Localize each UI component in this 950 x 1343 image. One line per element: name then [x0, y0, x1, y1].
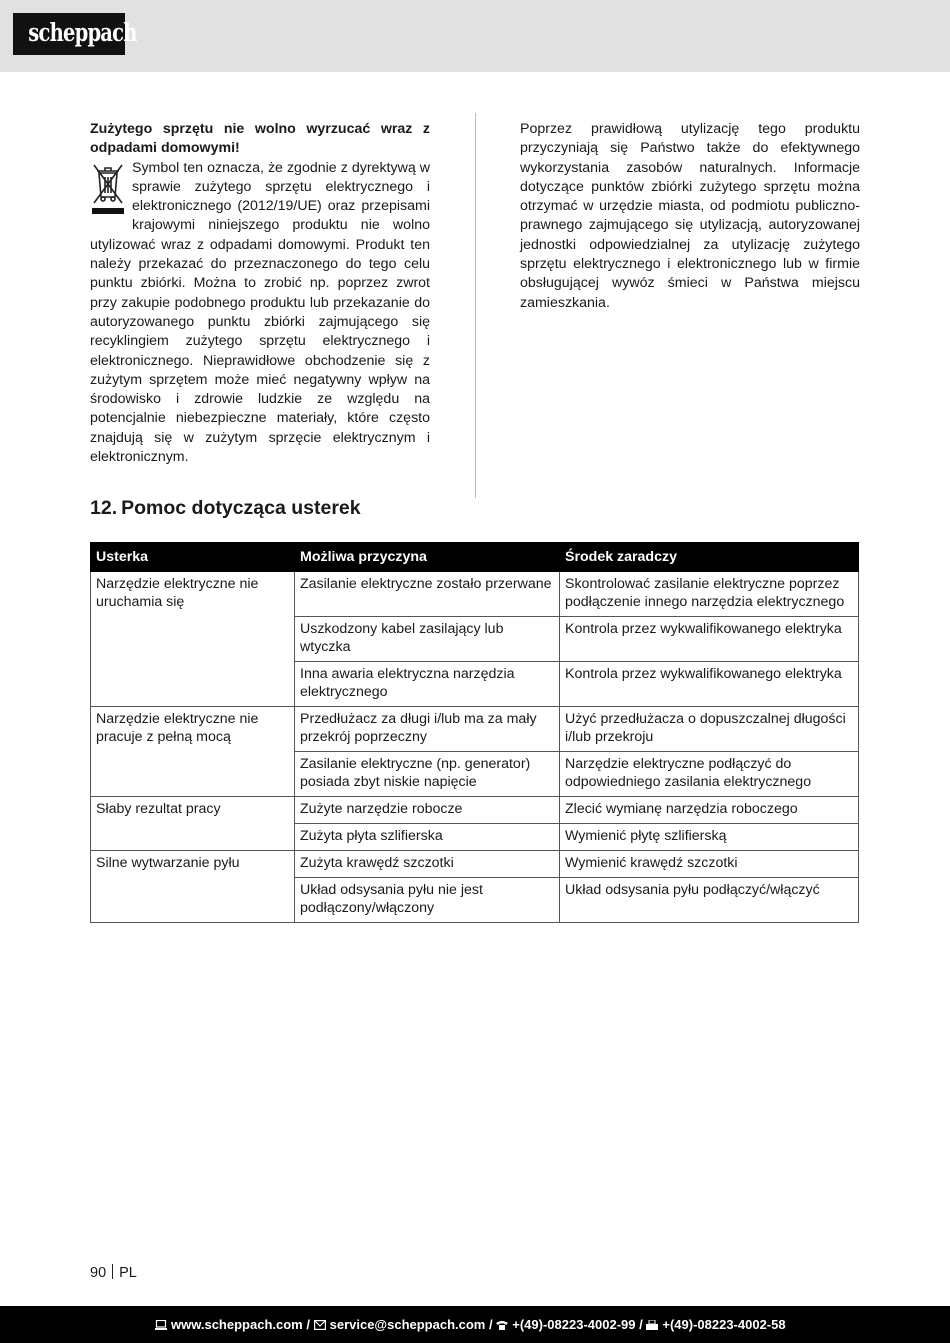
- brand-logo: scheppach: [13, 13, 125, 55]
- fault-cell: Słaby rezultat pracy: [91, 797, 295, 851]
- recycling-info: [520, 120, 860, 313]
- header-bar: [0, 0, 950, 72]
- computer-icon: [155, 1320, 167, 1330]
- remedy-cell: Użyć przedłużacza o dopuszczalnej długości i/lub przekroju: [560, 707, 859, 752]
- remedy-cell: Wymienić krawędź szczotki: [560, 851, 859, 878]
- remedy-cell: Układ odsysania pyłu podłączyć/włączyć: [560, 878, 859, 923]
- page-number: 90 PL: [90, 1265, 137, 1281]
- mail-icon: [314, 1320, 326, 1330]
- table-row: [91, 851, 859, 878]
- disposal-body: Symbol ten oznacza, że zgodnie z dyrektywą w sprawie zużytego sprzętu elektrycznego i elektronicznego (2012/19/UE) oraz przepisami krajowymi niniejszego produktu nie wolno utylizować wraz z odpadami domowymi. Produkt ten należy przekazać do przeznaczonego do tego celu punktu zbiórki. Można to zrobić np. poprzez zwrot przy zakupie podobnego produktu lub przekazanie do autoryzowanego punktu zbiórki zajmującego się recyklingiem zużytego sprzętu elektrycznego i elektronicznego. Nieprawidłowe obchodzenie się z zużytym sprzętem może mieć negatywny wpływ na środowisko i zdrowie ludzkie ze względu na potencjalnie niebezpieczne materiały, które często znajdują się w zużytym sprzęcie elektrycznym i elektronicznym.: [90, 159, 430, 466]
- troubleshooting-table: [90, 542, 859, 923]
- page-language: PL: [119, 1265, 137, 1281]
- fault-cell: Silne wytwarzanie pyłu: [91, 851, 295, 923]
- website-link[interactable]: www.scheppach.com: [171, 1317, 303, 1332]
- cause-cell: Inna awaria elektryczna narzędzia elektrycznego: [295, 662, 560, 707]
- fax-icon: [646, 1320, 658, 1330]
- section-heading: Pomoc dotycząca usterek: [121, 497, 361, 519]
- cause-cell: Przedłużacz za długi i/lub ma za mały przekrój poprzeczny: [295, 707, 560, 752]
- cause-cell: Zużyte narzędzie robocze: [295, 797, 560, 824]
- remedy-cell: Wymienić płytę szlifierską: [560, 824, 859, 851]
- cause-cell: Uszkodzony kabel zasilający lub wtyczka: [295, 617, 560, 662]
- phone-icon: [496, 1320, 508, 1330]
- table-header-row: [91, 543, 859, 572]
- table-row: [91, 707, 859, 752]
- fax-number[interactable]: +(49)-08223-4002-58: [662, 1317, 786, 1332]
- fault-cell: Narzędzie elektryczne nie uruchamia się: [91, 572, 295, 707]
- header-fault: Usterka: [91, 543, 295, 572]
- phone-link[interactable]: +(49)-08223-4002-99: [512, 1317, 636, 1332]
- cause-cell: Układ odsysania pyłu nie jest podłączony/włączony: [295, 878, 560, 923]
- cause-cell: Zużyta płyta szlifierska: [295, 824, 560, 851]
- cause-cell: Zasilanie elektryczne zostało przerwane: [295, 572, 560, 617]
- remedy-cell: Narzędzie elektryczne podłączyć do odpowiedniego zasilania elektrycznego: [560, 752, 859, 797]
- section-number: 12.: [90, 497, 118, 519]
- remedy-cell: Zlecić wymianę narzędzia roboczego: [560, 797, 859, 824]
- cause-cell: Zużyta krawędź szczotki: [295, 851, 560, 878]
- remedy-cell: Kontrola przez wykwalifikowanego elektryka: [560, 662, 859, 707]
- table-row: [91, 797, 859, 824]
- section-title: [90, 497, 361, 520]
- cause-cell: Zasilanie elektryczne (np. generator) posiada zbyt niskie napięcie: [295, 752, 560, 797]
- recycling-body: Poprzez prawidłową utylizację tego produktu przyczyniają się Państwo także do efektywnego wykorzystania zasobów naturalnych. Informacje dotyczące punktów zbiórki zużytego sprzętu można otrzymać w urzędzie miasta, od podmiotu publiczno-prawnego zajmującego się utylizacją, autoryzowanej jednostki odpowiedzialnej za utylizację zużytego sprzętu elektrycznego i elektronicznego lub w firmie obsługującej wywóz śmieci w Państwa miejscu zamieszkania.: [520, 121, 860, 311]
- column-divider: [475, 113, 476, 498]
- disposal-notice: [90, 120, 430, 467]
- header-cause: Możliwa przyczyna: [295, 543, 560, 572]
- email-link[interactable]: service@scheppach.com: [329, 1317, 486, 1332]
- crossed-bin-icon: [90, 161, 126, 217]
- disposal-warning: Zużytego sprzętu nie wolno wyrzucać wraz z odpadami domowymi!: [90, 121, 430, 157]
- remedy-cell: Skontrolować zasilanie elektryczne poprzez podłączenie innego narzędzia elektrycznego: [560, 572, 859, 617]
- page-separator: [112, 1264, 113, 1279]
- table-row: [91, 572, 859, 617]
- remedy-cell: Kontrola przez wykwalifikowanego elektryka: [560, 617, 859, 662]
- header-remedy: Środek zaradczy: [560, 543, 859, 572]
- fault-cell: Narzędzie elektryczne nie pracuje z pełną mocą: [91, 707, 295, 797]
- footer-bar: www.scheppach.com / service@scheppach.com / +(49)-08223-4002-99 / +(49)-08223-4002-58: [0, 1306, 950, 1343]
